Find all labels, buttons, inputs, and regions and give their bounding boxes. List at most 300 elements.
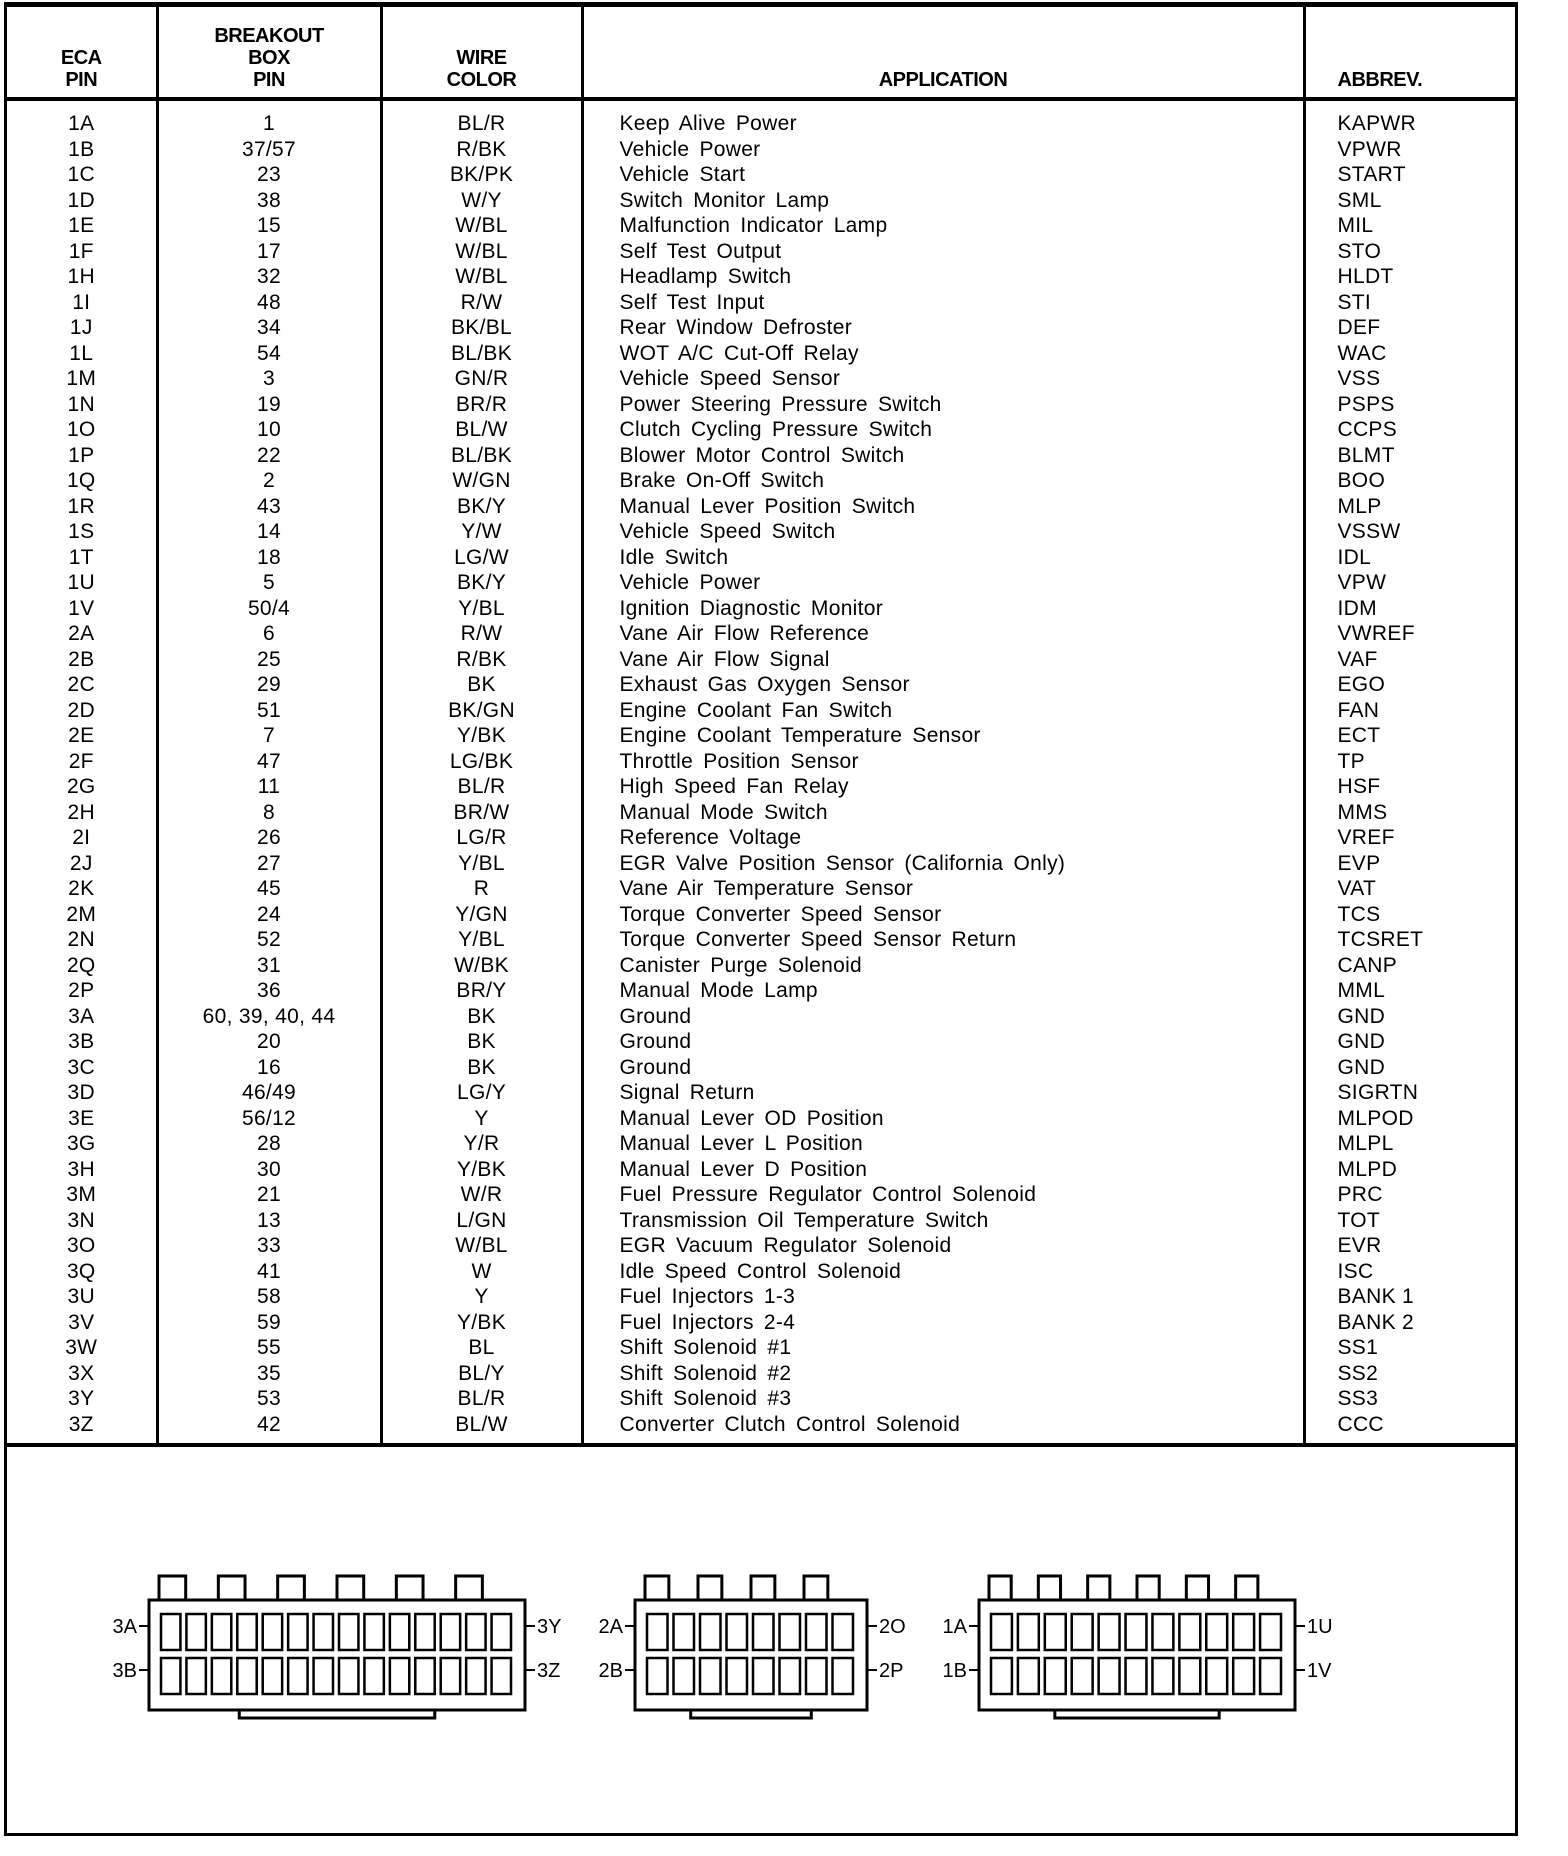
pin-cavity bbox=[1045, 1658, 1066, 1694]
cell-wire-color: BR/R bbox=[381, 392, 582, 418]
cell-breakout-box-pin: 7 bbox=[157, 723, 381, 749]
cell-eca-pin: 2G bbox=[7, 774, 157, 800]
cell-wire-color: W/BL bbox=[381, 239, 582, 265]
cell-wire-color: BK bbox=[381, 1004, 582, 1030]
cell-application: Signal Return bbox=[582, 1080, 1304, 1106]
cell-application: Vehicle Power bbox=[582, 137, 1304, 163]
table-row bbox=[7, 1004, 1515, 1030]
cell-wire-color: BK bbox=[381, 672, 582, 698]
table-row bbox=[7, 468, 1515, 494]
cell-breakout-box-pin: 19 bbox=[157, 392, 381, 418]
cell-application: Brake On-Off Switch bbox=[582, 468, 1304, 494]
pin-cavity bbox=[492, 1658, 511, 1694]
table-row bbox=[7, 1361, 1515, 1387]
header-wire-color: WIRE COLOR bbox=[381, 7, 582, 99]
pin-cavity bbox=[1260, 1614, 1281, 1650]
cell-abbrev: CCC bbox=[1337, 1412, 1384, 1436]
cell-abbrev: SS3 bbox=[1337, 1387, 1379, 1410]
pin-cavity bbox=[364, 1658, 383, 1694]
cell-breakout-box-pin: 17 bbox=[157, 239, 381, 265]
pin-cavity bbox=[390, 1614, 409, 1650]
cell-breakout-box-pin: 22 bbox=[157, 443, 381, 469]
cell-breakout-box-pin: 47 bbox=[157, 749, 381, 775]
cell-wire-color: R/W bbox=[381, 621, 582, 647]
cell-application: EGR Valve Position Sensor (California Only) bbox=[582, 851, 1304, 877]
cell-wire-color: Y/BL bbox=[381, 596, 582, 622]
cell-application: Throttle Position Sensor bbox=[582, 749, 1304, 775]
cell-abbrev: VSS bbox=[1337, 367, 1381, 390]
pin-cavity bbox=[212, 1614, 231, 1650]
cell-breakout-box-pin: 31 bbox=[157, 953, 381, 979]
cell-wire-color: BL/R bbox=[381, 1386, 582, 1412]
cell-abbrev: TCSRET bbox=[1337, 928, 1424, 951]
cell-abbrev: CCPS bbox=[1337, 418, 1398, 441]
table-row bbox=[7, 1157, 1515, 1183]
cell-wire-color: LG/W bbox=[381, 545, 582, 571]
cell-breakout-box-pin: 24 bbox=[157, 902, 381, 928]
cell-abbrev: BOO bbox=[1337, 469, 1386, 492]
cell-application: Keep Alive Power bbox=[582, 99, 1304, 137]
cell-breakout-box-pin: 42 bbox=[157, 1412, 381, 1446]
cell-eca-pin: 1O bbox=[7, 417, 157, 443]
connector-label: 2P bbox=[879, 1660, 904, 1682]
pin-cavity bbox=[1233, 1658, 1254, 1694]
pin-cavity bbox=[727, 1614, 748, 1650]
cell-eca-pin: 3H bbox=[7, 1157, 157, 1183]
pin-cavity bbox=[780, 1658, 801, 1694]
cell-application: Fuel Injectors 2-4 bbox=[582, 1310, 1304, 1336]
pin-cavity bbox=[806, 1658, 827, 1694]
cell-breakout-box-pin: 10 bbox=[157, 417, 381, 443]
table-row bbox=[7, 213, 1515, 239]
cell-eca-pin: 2C bbox=[7, 672, 157, 698]
cell-abbrev: GND bbox=[1337, 1030, 1386, 1053]
cell-abbrev: EVR bbox=[1337, 1234, 1382, 1257]
cell-wire-color: W/BK bbox=[381, 953, 582, 979]
cell-breakout-box-pin: 45 bbox=[157, 876, 381, 902]
pin-cavity bbox=[1072, 1658, 1093, 1694]
cell-application: Manual Mode Switch bbox=[582, 800, 1304, 826]
cell-breakout-box-pin: 3 bbox=[157, 366, 381, 392]
table-row bbox=[7, 570, 1515, 596]
cell-wire-color: Y/BK bbox=[381, 723, 582, 749]
cell-application: Ignition Diagnostic Monitor bbox=[582, 596, 1304, 622]
cell-eca-pin: 2Q bbox=[7, 953, 157, 979]
cell-application: Torque Converter Speed Sensor bbox=[582, 902, 1304, 928]
cell-application: Rear Window Defroster bbox=[582, 315, 1304, 341]
cell-abbrev: ECT bbox=[1337, 724, 1381, 747]
cell-abbrev: IDM bbox=[1337, 596, 1377, 620]
cell-eca-pin: 3G bbox=[7, 1131, 157, 1157]
cell-wire-color: Y bbox=[381, 1106, 582, 1132]
header-breakout-box-pin: BREAKOUT BOX PIN bbox=[157, 7, 381, 99]
pin-cavity bbox=[441, 1658, 460, 1694]
cell-wire-color: W bbox=[381, 1259, 582, 1285]
cell-abbrev: DEF bbox=[1337, 316, 1381, 339]
table-row bbox=[7, 290, 1515, 316]
cell-application: Switch Monitor Lamp bbox=[582, 188, 1304, 214]
cell-abbrev: MLPOD bbox=[1337, 1106, 1414, 1130]
cell-eca-pin: 3W bbox=[7, 1335, 157, 1361]
cell-application: Torque Converter Speed Sensor Return bbox=[582, 927, 1304, 953]
cell-breakout-box-pin: 59 bbox=[157, 1310, 381, 1336]
pin-cavity bbox=[263, 1658, 282, 1694]
cell-breakout-box-pin: 38 bbox=[157, 188, 381, 214]
table-row bbox=[7, 1131, 1515, 1157]
cell-wire-color: W/R bbox=[381, 1182, 582, 1208]
pin-cavity bbox=[263, 1614, 282, 1650]
cell-eca-pin: 1P bbox=[7, 443, 157, 469]
table-row bbox=[7, 698, 1515, 724]
cell-breakout-box-pin: 48 bbox=[157, 290, 381, 316]
pin-cavity bbox=[806, 1614, 827, 1650]
cell-abbrev: VPWR bbox=[1337, 137, 1402, 161]
cell-breakout-box-pin: 25 bbox=[157, 647, 381, 673]
cell-breakout-box-pin: 27 bbox=[157, 851, 381, 877]
cell-breakout-box-pin: 56/12 bbox=[157, 1106, 381, 1132]
connector-label: 3A bbox=[112, 1616, 137, 1638]
connector-diagram bbox=[7, 1432, 1515, 1836]
pin-cavity bbox=[237, 1614, 256, 1650]
header-application: APPLICATION bbox=[582, 7, 1304, 99]
cell-breakout-box-pin: 52 bbox=[157, 927, 381, 953]
table-row bbox=[7, 825, 1515, 851]
table-row bbox=[7, 341, 1515, 367]
table-row bbox=[7, 315, 1515, 341]
cell-abbrev: SML bbox=[1337, 188, 1382, 212]
pin-cavity bbox=[186, 1614, 205, 1650]
pin-cavity bbox=[415, 1614, 434, 1650]
pin-cavity bbox=[1152, 1614, 1173, 1650]
cell-breakout-box-pin: 6 bbox=[157, 621, 381, 647]
cell-breakout-box-pin: 15 bbox=[157, 213, 381, 239]
cell-eca-pin: 3O bbox=[7, 1233, 157, 1259]
cell-application: Self Test Input bbox=[582, 290, 1304, 316]
cell-abbrev: TCS bbox=[1337, 902, 1381, 926]
cell-application: Engine Coolant Fan Switch bbox=[582, 698, 1304, 724]
table-row bbox=[7, 723, 1515, 749]
cell-eca-pin: 3M bbox=[7, 1182, 157, 1208]
cell-eca-pin: 1R bbox=[7, 494, 157, 520]
cell-eca-pin: 2D bbox=[7, 698, 157, 724]
pin-cavity bbox=[237, 1658, 256, 1694]
cell-eca-pin: 1H bbox=[7, 264, 157, 290]
pin-cavity bbox=[1179, 1614, 1200, 1650]
table-row bbox=[7, 774, 1515, 800]
cell-application: Manual Lever OD Position bbox=[582, 1106, 1304, 1132]
cell-eca-pin: 1E bbox=[7, 213, 157, 239]
cell-application: Manual Lever Position Switch bbox=[582, 494, 1304, 520]
cell-eca-pin: 3A bbox=[7, 1004, 157, 1030]
cell-eca-pin: 1B bbox=[7, 137, 157, 163]
cell-application: Malfunction Indicator Lamp bbox=[582, 213, 1304, 239]
cell-breakout-box-pin: 13 bbox=[157, 1208, 381, 1234]
table-row bbox=[7, 672, 1515, 698]
cell-breakout-box-pin: 35 bbox=[157, 1361, 381, 1387]
pin-cavity bbox=[390, 1658, 409, 1694]
cell-application: Manual Lever D Position bbox=[582, 1157, 1304, 1183]
cell-application: Vane Air Flow Signal bbox=[582, 647, 1304, 673]
table-row bbox=[7, 1080, 1515, 1106]
pin-cavity bbox=[212, 1658, 231, 1694]
cell-breakout-box-pin: 30 bbox=[157, 1157, 381, 1183]
pin-cavity bbox=[339, 1614, 358, 1650]
cell-breakout-box-pin: 50/4 bbox=[157, 596, 381, 622]
cell-wire-color: BL/W bbox=[381, 417, 582, 443]
pin-cavity bbox=[339, 1658, 358, 1694]
cell-abbrev: BANK 2 bbox=[1337, 1310, 1414, 1334]
cell-breakout-box-pin: 32 bbox=[157, 264, 381, 290]
cell-application: Power Steering Pressure Switch bbox=[582, 392, 1304, 418]
cell-eca-pin: 3B bbox=[7, 1029, 157, 1055]
pin-cavity bbox=[466, 1658, 485, 1694]
cell-wire-color: BL/W bbox=[381, 1412, 582, 1446]
pin-cavity bbox=[1179, 1658, 1200, 1694]
cell-application: Shift Solenoid #1 bbox=[582, 1335, 1304, 1361]
pin-cavity bbox=[991, 1614, 1012, 1650]
cell-wire-color: Y/R bbox=[381, 1131, 582, 1157]
cell-abbrev: BANK 1 bbox=[1337, 1285, 1414, 1308]
cell-application: Exhaust Gas Oxygen Sensor bbox=[582, 672, 1304, 698]
cell-eca-pin: 2N bbox=[7, 927, 157, 953]
pin-cavity bbox=[753, 1614, 774, 1650]
cell-wire-color: Y/BK bbox=[381, 1157, 582, 1183]
cell-eca-pin: 2I bbox=[7, 825, 157, 851]
cell-breakout-box-pin: 11 bbox=[157, 774, 381, 800]
cell-eca-pin: 2E bbox=[7, 723, 157, 749]
cell-application: Ground bbox=[582, 1055, 1304, 1081]
cell-application: WOT A/C Cut-Off Relay bbox=[582, 341, 1304, 367]
cell-breakout-box-pin: 58 bbox=[157, 1284, 381, 1310]
cell-wire-color: W/Y bbox=[381, 188, 582, 214]
cell-abbrev: HLDT bbox=[1337, 265, 1394, 288]
cell-breakout-box-pin: 5 bbox=[157, 570, 381, 596]
cell-wire-color: Y bbox=[381, 1284, 582, 1310]
pin-cavity bbox=[415, 1658, 434, 1694]
cell-abbrev: ISC bbox=[1337, 1259, 1374, 1283]
cell-wire-color: BL/Y bbox=[381, 1361, 582, 1387]
pin-cavity bbox=[1018, 1658, 1039, 1694]
pin-cavity bbox=[833, 1658, 854, 1694]
cell-breakout-box-pin: 36 bbox=[157, 978, 381, 1004]
cell-application: High Speed Fan Relay bbox=[582, 774, 1304, 800]
cell-eca-pin: 1M bbox=[7, 366, 157, 392]
cell-eca-pin: 1L bbox=[7, 341, 157, 367]
header-abbrev: ABBREV. bbox=[1304, 7, 1515, 99]
table-row bbox=[7, 392, 1515, 418]
connector-3 bbox=[113, 1576, 562, 1718]
cell-breakout-box-pin: 20 bbox=[157, 1029, 381, 1055]
cell-breakout-box-pin: 23 bbox=[157, 162, 381, 188]
cell-eca-pin: 2F bbox=[7, 749, 157, 775]
pin-cavity bbox=[161, 1614, 180, 1650]
table-row bbox=[7, 1182, 1515, 1208]
cell-breakout-box-pin: 46/49 bbox=[157, 1080, 381, 1106]
cell-eca-pin: 1T bbox=[7, 545, 157, 571]
cell-eca-pin: 1U bbox=[7, 570, 157, 596]
pin-cavity bbox=[700, 1614, 721, 1650]
cell-abbrev: GND bbox=[1337, 1055, 1386, 1079]
table-row bbox=[7, 494, 1515, 520]
pin-cavity bbox=[1099, 1614, 1120, 1650]
pin-cavity bbox=[1260, 1658, 1281, 1694]
cell-breakout-box-pin: 43 bbox=[157, 494, 381, 520]
connector-label: 1A bbox=[942, 1616, 967, 1638]
cell-eca-pin: 2K bbox=[7, 876, 157, 902]
pin-cavity bbox=[727, 1658, 748, 1694]
pin-cavity bbox=[1045, 1614, 1066, 1650]
cell-application: Clutch Cycling Pressure Switch bbox=[582, 417, 1304, 443]
cell-eca-pin: 3Z bbox=[7, 1412, 157, 1446]
cell-wire-color: LG/Y bbox=[381, 1080, 582, 1106]
pin-cavity bbox=[700, 1658, 721, 1694]
cell-abbrev: START bbox=[1337, 163, 1406, 186]
cell-wire-color: R bbox=[381, 876, 582, 902]
table-row bbox=[7, 876, 1515, 902]
table-row bbox=[7, 366, 1515, 392]
pin-cavity bbox=[288, 1614, 307, 1650]
pin-cavity bbox=[674, 1658, 695, 1694]
cell-wire-color: GN/R bbox=[381, 366, 582, 392]
cell-wire-color: BR/W bbox=[381, 800, 582, 826]
cell-application: Fuel Injectors 1-3 bbox=[582, 1284, 1304, 1310]
cell-eca-pin: 3V bbox=[7, 1310, 157, 1336]
connector-label: 3B bbox=[112, 1660, 137, 1682]
cell-eca-pin: 1A bbox=[7, 99, 157, 137]
cell-wire-color: R/W bbox=[381, 290, 582, 316]
cell-breakout-box-pin: 54 bbox=[157, 341, 381, 367]
table-row bbox=[7, 953, 1515, 979]
pin-cavity bbox=[1126, 1658, 1147, 1694]
cell-breakout-box-pin: 8 bbox=[157, 800, 381, 826]
pin-cavity bbox=[1072, 1614, 1093, 1650]
pin-cavity bbox=[1126, 1614, 1147, 1650]
table-row bbox=[7, 443, 1515, 469]
cell-eca-pin: 2B bbox=[7, 647, 157, 673]
connector-label: 1B bbox=[942, 1660, 967, 1682]
table-row bbox=[7, 749, 1515, 775]
pin-cavity bbox=[674, 1614, 695, 1650]
cell-wire-color: BL/BK bbox=[381, 443, 582, 469]
cell-eca-pin: 2H bbox=[7, 800, 157, 826]
table-row bbox=[7, 239, 1515, 265]
pin-cavity bbox=[364, 1614, 383, 1650]
cell-abbrev: SS1 bbox=[1337, 1336, 1379, 1359]
cell-wire-color: Y/GN bbox=[381, 902, 582, 928]
cell-abbrev: IDL bbox=[1337, 545, 1372, 569]
table-row bbox=[7, 417, 1515, 443]
cell-wire-color: W/BL bbox=[381, 264, 582, 290]
cell-application: Transmission Oil Temperature Switch bbox=[582, 1208, 1304, 1234]
connector-label: 2B bbox=[598, 1660, 623, 1682]
cell-abbrev: PRC bbox=[1337, 1183, 1383, 1206]
cell-wire-color: BR/Y bbox=[381, 978, 582, 1004]
cell-application: Idle Speed Control Solenoid bbox=[582, 1259, 1304, 1285]
cell-breakout-box-pin: 21 bbox=[157, 1182, 381, 1208]
table-row bbox=[7, 162, 1515, 188]
cell-wire-color: W/GN bbox=[381, 468, 582, 494]
table-row bbox=[7, 545, 1515, 571]
cell-breakout-box-pin: 53 bbox=[157, 1386, 381, 1412]
cell-abbrev: STO bbox=[1337, 239, 1382, 263]
pin-cavity bbox=[492, 1614, 511, 1650]
cell-breakout-box-pin: 1 bbox=[157, 99, 381, 137]
cell-eca-pin: 3C bbox=[7, 1055, 157, 1081]
cell-eca-pin: 3D bbox=[7, 1080, 157, 1106]
cell-wire-color: BK/Y bbox=[381, 494, 582, 520]
cell-application: Ground bbox=[582, 1029, 1304, 1055]
cell-breakout-box-pin: 41 bbox=[157, 1259, 381, 1285]
cell-eca-pin: 3E bbox=[7, 1106, 157, 1132]
cell-abbrev: GND bbox=[1337, 1004, 1386, 1028]
cell-application: Vehicle Start bbox=[582, 162, 1304, 188]
cell-wire-color: LG/BK bbox=[381, 749, 582, 775]
header-eca-pin: ECA PIN bbox=[7, 7, 157, 99]
connector-label: 3Z bbox=[537, 1660, 561, 1682]
cell-application: Converter Clutch Control Solenoid bbox=[582, 1412, 1304, 1446]
cell-abbrev: SIGRTN bbox=[1337, 1081, 1419, 1104]
cell-application: EGR Vacuum Regulator Solenoid bbox=[582, 1233, 1304, 1259]
cell-application: Vehicle Speed Sensor bbox=[582, 366, 1304, 392]
table-row bbox=[7, 800, 1515, 826]
pin-cavity bbox=[186, 1658, 205, 1694]
cell-abbrev: MLP bbox=[1337, 494, 1382, 518]
cell-application: Idle Switch bbox=[582, 545, 1304, 571]
cell-abbrev: MIL bbox=[1337, 214, 1374, 237]
pin-cavity bbox=[441, 1614, 460, 1650]
table-row bbox=[7, 264, 1515, 290]
cell-application: Blower Motor Control Switch bbox=[582, 443, 1304, 469]
table-row bbox=[7, 1233, 1515, 1259]
table-row bbox=[7, 1055, 1515, 1081]
cell-wire-color: W/BL bbox=[381, 1233, 582, 1259]
cell-abbrev: EGO bbox=[1337, 673, 1386, 696]
cell-abbrev: VAF bbox=[1337, 647, 1378, 671]
cell-breakout-box-pin: 18 bbox=[157, 545, 381, 571]
cell-wire-color: BL/BK bbox=[381, 341, 582, 367]
cell-breakout-box-pin: 29 bbox=[157, 672, 381, 698]
cell-application: Headlamp Switch bbox=[582, 264, 1304, 290]
table-row bbox=[7, 927, 1515, 953]
cell-application: Shift Solenoid #3 bbox=[582, 1386, 1304, 1412]
connector-label: 1V bbox=[1307, 1660, 1332, 1682]
table-row bbox=[7, 519, 1515, 545]
cell-wire-color: Y/BL bbox=[381, 927, 582, 953]
cell-wire-color: BK/Y bbox=[381, 570, 582, 596]
eca-pinout-table bbox=[7, 7, 1515, 1447]
cell-abbrev: VWREF bbox=[1337, 622, 1415, 645]
cell-wire-color: LG/R bbox=[381, 825, 582, 851]
table-row bbox=[7, 1029, 1515, 1055]
cell-abbrev: WAC bbox=[1337, 341, 1387, 365]
pin-cavity bbox=[288, 1658, 307, 1694]
cell-abbrev: MLPL bbox=[1337, 1132, 1394, 1155]
cell-eca-pin: 3Q bbox=[7, 1259, 157, 1285]
cell-abbrev: TOT bbox=[1337, 1208, 1381, 1232]
connector-label: 3Y bbox=[537, 1616, 562, 1638]
table-row bbox=[7, 978, 1515, 1004]
cell-eca-pin: 2P bbox=[7, 978, 157, 1004]
cell-application: Vehicle Speed Switch bbox=[582, 519, 1304, 545]
table-row bbox=[7, 137, 1515, 163]
cell-breakout-box-pin: 2 bbox=[157, 468, 381, 494]
cell-wire-color: Y/BK bbox=[381, 1310, 582, 1336]
cell-eca-pin: 2M bbox=[7, 902, 157, 928]
cell-application: Manual Mode Lamp bbox=[582, 978, 1304, 1004]
cell-abbrev: VSSW bbox=[1337, 520, 1401, 543]
table-row bbox=[7, 851, 1515, 877]
cell-breakout-box-pin: 60, 39, 40, 44 bbox=[157, 1004, 381, 1030]
